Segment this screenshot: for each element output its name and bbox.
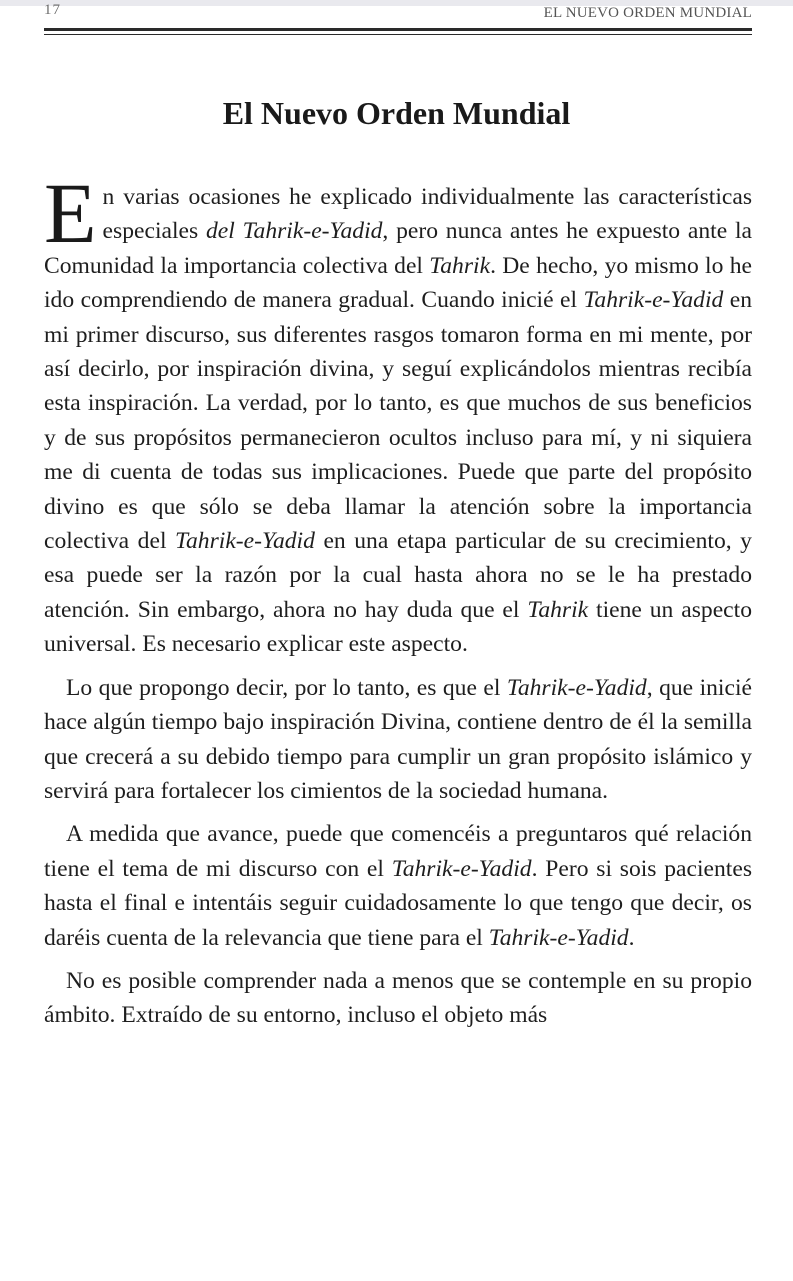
drop-cap: E	[44, 165, 97, 261]
running-title: EL NUEVO ORDEN MUNDIAL	[543, 5, 752, 21]
text-run: A medida que avance, puede que comencéis a preguntaros qué relación tiene el tema de mi discurso con el	[44, 821, 752, 882]
italic-run: Tahrik	[429, 252, 491, 279]
italic-run: del Tahrik-e-Yadid	[205, 218, 383, 245]
header-rule-thick	[44, 28, 752, 31]
body-text	[44, 165, 753, 1033]
text-run: , pero nunca antes he expuesto ante la Comunidad la importancia colectiva del	[44, 218, 752, 279]
paragraph-1	[44, 165, 753, 662]
italic-run: Tahrik-e-Yadid	[488, 924, 629, 951]
italic-run: Tahrik-e-Yadid	[506, 674, 647, 701]
text-run: . Pero si sois pacientes hasta el final e intentáis seguir cuidadosamente lo que tengo que decir, os daréis cuenta de la relevancia que tiene para el	[44, 855, 753, 951]
italic-run: Tahrik	[527, 596, 589, 623]
text-run: No es posible comprender nada a menos que se contemple en su propio ámbito. Extraído de su entorno, incluso el objeto más	[44, 967, 752, 1029]
header-rule-thin	[44, 34, 752, 35]
text-run: . De hecho, yo mismo lo he ido comprendiendo de manera gradual. Cuando inicié el	[44, 252, 752, 314]
italic-run: Tahrik-e-Yadid	[583, 287, 724, 314]
italic-run: Tahrik-e-Yadid	[391, 855, 532, 882]
text-run: en una etapa particular de su crecimiento, y esa puede ser la razón por la cual hasta ahora no se le ha prestado atención. Sin embargo, ahora no hay duda que el	[44, 528, 752, 623]
paragraph-3	[44, 817, 752, 955]
chapter-title: El Nuevo Orden Mundial	[222, 95, 571, 131]
paragraph-4	[44, 964, 752, 1033]
text-run: en mi primer discurso, sus diferentes rasgos tomaron forma en mi mente, por así decirlo, por inspiración divina, y seguí explicándolos mientras recibía esta inspiración. La verdad, por lo tanto, es que muchos de sus beneficios y de sus propósitos permanecieron ocultos incluso para mí, y ni siquiera me di cuenta de todas sus implicaciones. Puede que parte del propósito divino es que sólo se deba llamar la atención sobre la importancia colectiva del	[44, 287, 753, 555]
running-header	[44, 2, 752, 27]
text-run: .	[628, 924, 635, 951]
text-run: Lo que propongo decir, por lo tanto, es que el	[66, 674, 507, 701]
text-run: , que inicié hace algún tiempo bajo inspiración Divina, contiene dentro de él la semilla que crecerá a su debido tiempo para cumplir un gran propósito islámico y servirá para fortalecer los cimientos de la sociedad humana.	[44, 674, 752, 804]
italic-run: Tahrik-e-Yadid	[175, 528, 315, 555]
paragraph-2	[44, 671, 752, 809]
text-run: tiene un aspecto universal. Es necesario explicar este aspecto.	[44, 596, 752, 658]
text-run: n varias ocasiones he explicado individualmente las características especiales	[102, 184, 752, 245]
page-number: 17	[44, 2, 61, 18]
